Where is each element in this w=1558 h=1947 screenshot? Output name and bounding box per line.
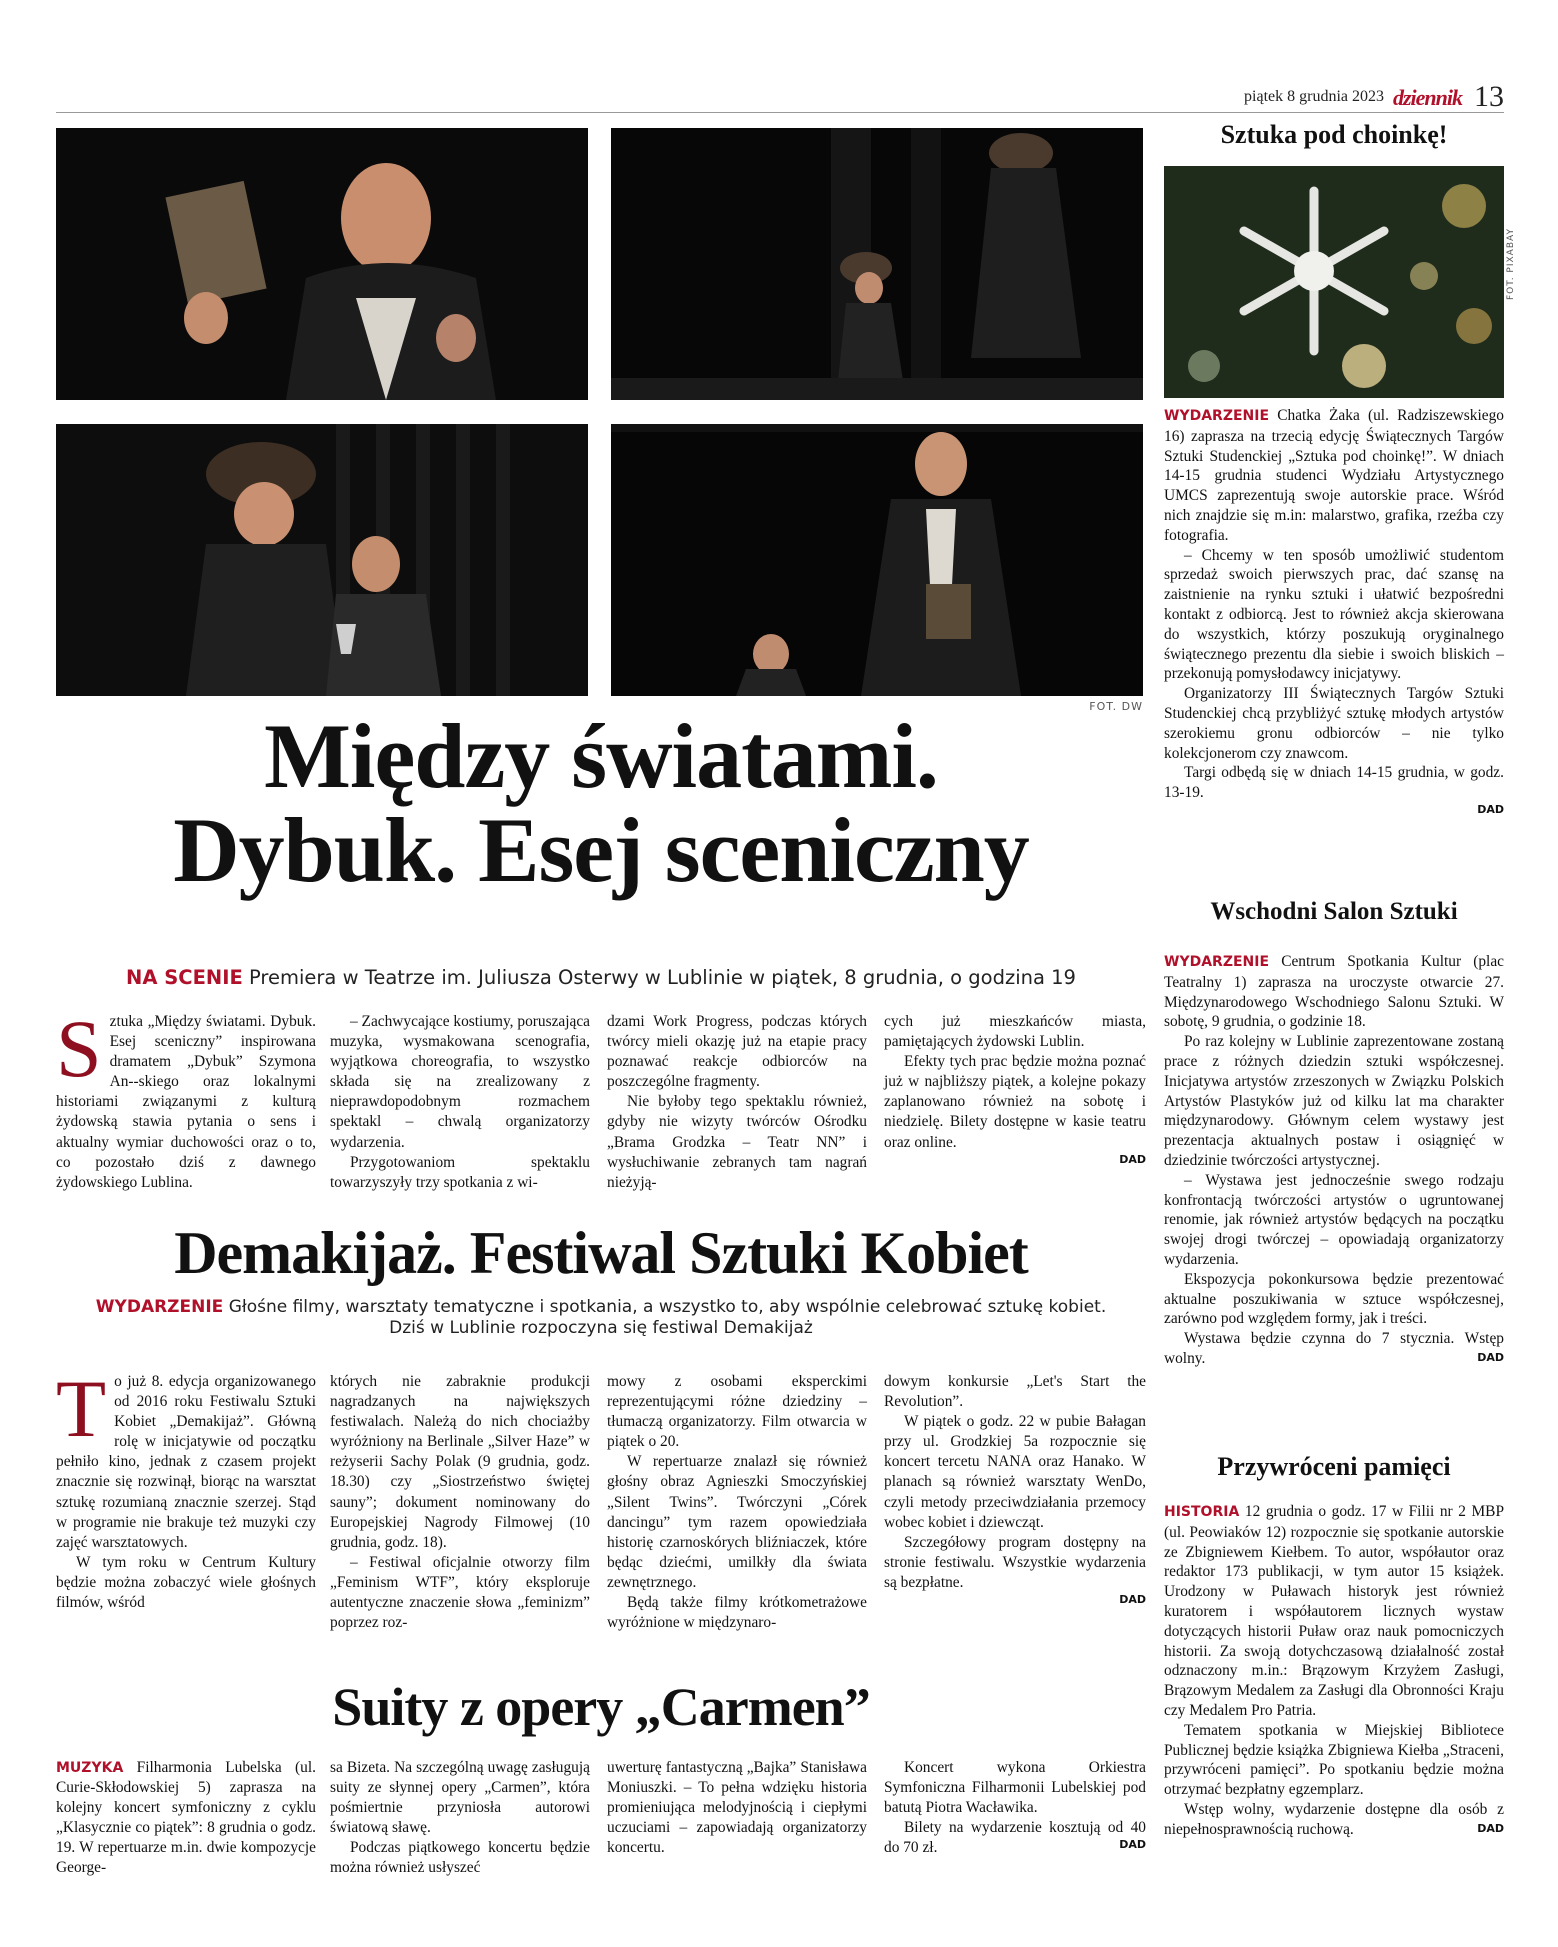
festival-col-2 (330, 1372, 590, 1633)
festival-drop-cap: T (56, 1363, 107, 1454)
festival-deck-line1: Głośne filmy, warsztaty tematyczne i spotkania, a wszystko to, aby wspólnie celebrować sztukę kobiet. (228, 1297, 1107, 1317)
main-col-1 (56, 1003, 316, 1193)
main-col2-para1: – Zachwycające kostiumy, poruszająca muzyka, wysmakowana scenografia, wyjątkowa choreografia, to wszystko składa się na zrealizowany z nieprawdopodobnym rozmachem spektakl – chwalą organizatorzy wydarzenia. (330, 1013, 591, 1151)
festival-col1-para1: o już 8. edycja organizowanego od 2016 roku Festiwalu Sztuki Kobiet „Demakijaż”. Główną rolę w inicjatywie od początku pełniło kino, jednak z czasem projekt znacznie się rozwinął, biorąc na warsztat sztukę rozumianą znacznie szerzej. Stąd w programie nie brakuje też muzyki czy zajęć warsztatowych. (56, 1373, 316, 1551)
main-col-2 (330, 1012, 590, 1193)
sidebar-art3-para2: Tematem spotkania w Miejskiej Bibliotece Publicznej będzie książka Zbigniewa Kiełba „Straceni, przywróceni pamięci”. Po spotkaniu będzie można otrzymać bezpłatny egzemplarz. (1164, 1721, 1504, 1799)
carmen-signature: DAD (1119, 1838, 1146, 1852)
carmen-kicker: MUZYKA (56, 1760, 124, 1776)
sidebar-art1-para4: Targi odbędą się w dniach 14-15 grudnia, w godz. 13-19. (1164, 764, 1504, 802)
main-deck (56, 966, 1146, 989)
main-col-4 (884, 1012, 1146, 1166)
sidebar-art1-kicker: WYDARZENIE (1164, 408, 1270, 424)
carmen-col3-para: uwerturę fantastyczną „Bajka” Stanisława Moniuszki. – To pełna wdzięku historia promieniująca melodyjnością i ciepłymi uczuciami – zapowiadają organizatorzy koncertu. (607, 1759, 867, 1857)
sidebar-art2-headline: Wschodni Salon Sztuki (1210, 898, 1458, 925)
festival-col2-para1: których nie zabraknie produkcji nagradzanych na największych festiwalach. Należą do nich chociażby wyróżniony na Berlinale „Silver Haze” w reżyserii Sachy Polak (9 grudnia, godz. 18.30) czy „Siostrzeństwo świętej sauny”; dokument nominowany do Europejskiej Nagrody Filmowej (10 grudnia, godz. 18). (330, 1373, 590, 1551)
sidebar-art1-para3: Organizatorzy III Świątecznych Targów Sztuki Studenckiej chcą przybliżyć sztukę młodych artystów szerokiemu gronu odbiorców – nie tylko kolekcjonerom czy znawcom. (1164, 685, 1504, 762)
carmen-col-1 (56, 1758, 316, 1879)
festival-deck-line2: Dziś w Lublinie rozpoczyna się festiwal Demakijaż (389, 1318, 813, 1338)
main-drop-cap: S (56, 1003, 102, 1094)
festival-headline: Demakijaż. Festiwal Sztuki Kobiet (174, 1220, 1028, 1286)
festival-col-1 (56, 1363, 316, 1613)
carmen-col1-para (56, 1758, 316, 1879)
carmen-col4-para1: Koncert wykona Orkiestra Symfoniczna Filharmonii Lubelskiej pod batutą Piotra Wacławika. (884, 1759, 1146, 1817)
main-col3-para1: dzami Work Progress, podczas których twórcy mieli okazję już na etapie pracy poznawać reakcje odbiorców na poszczególne fragmenty. (607, 1013, 867, 1091)
issue-date: piątek 8 grudnia 2023 (1244, 88, 1384, 105)
sidebar-art2-para2: Po raz kolejny w Lublinie zaprezentowane zostaną prace z różnych dziedzin sztuki współczesnej. Inicjatywa artystów zrzeszonych w Związku Polskich Artystów Plastyków już od kilku lat ma charakter międzynarodowy. Głównym celem wystawy jest prezentacja aktualnych postaw i osiągnięć w dziedzinie twórczości artystycznej. (1164, 1033, 1504, 1169)
sidebar-art3-para1 (1164, 1502, 1504, 1721)
sidebar-art3-headline: Przywróceni pamięci (1217, 1452, 1451, 1481)
main-headline-line2: Dybuk. Esej sceniczny (173, 799, 1029, 901)
carmen-col-3 (607, 1758, 867, 1858)
sidebar-art2-para3: – Wystawa jest jednocześnie swego rodzaju konfrontacją twórczości artystów o ugruntowanej renomie, jak również artystów będących na początku swojej drogi twórczej – opowiadają organizatorzy wydarzenia. (1164, 1171, 1504, 1268)
sidebar-art1-signature: DAD (1477, 802, 1504, 816)
photo-credit-pixabay: FOT. PIXABAY (1506, 228, 1516, 300)
snowflake-photo (1164, 166, 1504, 398)
page-number: 13 (1474, 80, 1504, 113)
sidebar-art1-text1: Chatka Żaka (ul. Radziszewskiego 16) zaprasza na trzecią edycję Świątecznych Targów Sztuki Studenckiej „Sztuka pod choinkę!”. W dniach 14-15 grudnia studenci Wydziału Artystycznego UMCS zaprezentują swoje autorskie prace. Wśród nich znajdzie się m.in: malarstwo, grafika, rzeźba czy fotografia. (1164, 407, 1504, 544)
festival-col3-para3: Będą także filmy krótkometrażowe wyróżnione w międzynaro- (607, 1594, 867, 1632)
festival-col-3 (607, 1372, 867, 1633)
sidebar-art2-para4: Ekspozycja pokonkursowa będzie prezentować aktualne poszukiwania w sztuce współczesnej, zarówno pod względem formy, jak i treści. (1164, 1270, 1504, 1328)
newspaper-logo: dziennik (1392, 85, 1462, 110)
sidebar-art1-para2: – Chcemy w ten sposób umożliwić studentom sprzedaż swoich pierwszych prac, dać szansę na zaistnienie na rynku sztuki i ułatwić bezpośredni kontakt z odbiorcą. Jest to również akcja skierowana do wszystkich, którzy poszukują oryginalnego świątecznego prezentu dla siebie i swoich bliskich – przekonują pomysłodawcy inicjatywy. (1164, 546, 1504, 683)
festival-signature: DAD (1119, 1593, 1146, 1607)
carmen-headline: Suity z opery „Carmen” (332, 1677, 870, 1737)
sidebar-art3-body (1164, 1502, 1505, 1838)
main-col4-para2: Efekty tych prac będzie można poznać już w najbliższy piątek, a kolejne pokazy zaplanowano również na sobotę i niedzielę. Bilety dostępne w kasie teatru oraz online. (884, 1053, 1146, 1151)
stage-photo-4 (611, 424, 1143, 696)
festival-col4-para2: W piątek o godz. 22 w pubie Bałagan przy ul. Grodzkiej 5a rozpocznie się koncert tercetu NANA oraz Hanako. W planach są również warsztaty WenDo, czyli metody przeciwdziałania przemocy wobec kobiet i dziewcząt. (884, 1413, 1146, 1531)
festival-deck (56, 1297, 1146, 1339)
sidebar-art1-body (1164, 406, 1504, 816)
festival-col2-para2: – Festiwal oficjalnie otworzy film „Feminism WTF”, który eksploruje autentyczne znaczenie słowa „feminizm” poprzez roz- (330, 1553, 590, 1632)
main-col-3 (607, 1012, 867, 1193)
sidebar-art2-text1: Centrum Spotkania Kultur (plac Teatralny 1) zaprasza na uroczyste otwarcie 27. Międzynarodowego Wschodniego Salonu Sztuki. W sobotę, 9 grudnia, o godzinie 18. (1164, 953, 1504, 1031)
festival-col1-para2: W tym roku w Centrum Kultury będzie można zobaczyć wiele głośnych filmów, wśród (56, 1553, 316, 1612)
sidebar-art1-para1 (1164, 406, 1504, 546)
main-signature: DAD (1119, 1152, 1146, 1166)
festival-col4-para3: Szczegółowy program dostępny na stronie festiwalu. Wszystkie wydarzenia są bezpłatne. (884, 1533, 1146, 1591)
sidebar-art2-signature: DAD (1477, 1350, 1504, 1364)
stage-photo-2 (611, 128, 1143, 400)
sidebar-art2-kicker: WYDARZENIE (1164, 954, 1270, 970)
carmen-col2-para2: Podczas piątkowego koncertu będzie można również usłyszeć (330, 1839, 590, 1877)
festival-col3-para2: W repertuarze znalazł się również głośny obraz Agnieszki Smoczyńskiej „Silent Twins”. Twórczyni „Córek dancingu” tym razem opowiedziała historię czarnoskórych bliźniaczek, które będąc dziećmi, umilkły dla świata zewnętrznego. (607, 1453, 867, 1591)
festival-col-4 (884, 1372, 1146, 1606)
sidebar-art1-headline: Sztuka pod choinkę! (1220, 120, 1448, 149)
main-kicker: NA SCENIE (126, 966, 243, 989)
carmen-col-4 (884, 1758, 1146, 1857)
main-headline-line1: Między światami. (264, 705, 938, 807)
festival-col3-para1: mowy z osobami eksperckimi reprezentującymi różne dziedziny – tłumaczą organizatorzy. Film otwarcia w piątek o 20. (607, 1373, 867, 1451)
festival-col4-para1: dowym konkursie „Let's Start the Revolution”. (884, 1373, 1146, 1411)
sidebar-art3-para3: Wstęp wolny, wydarzenie dostępne dla osób z niepełnosprawnością ruchową. (1164, 1800, 1504, 1838)
festival-kicker: WYDARZENIE (95, 1297, 224, 1317)
main-col4-para1: cych już mieszkańców miasta, pamiętających żydowski Lublin. (884, 1013, 1146, 1051)
stage-photo-3 (56, 424, 588, 696)
carmen-col-2 (330, 1758, 590, 1879)
sidebar-art3-text1: 12 grudnia o godz. 17 w Filii nr 2 MBP (ul. Peowiaków 12) rozpocznie się spotkanie autorskie ze Zbigniewem Kiełbem. To autor, współautor oraz redaktor 173 publikacji, w tym autor 15 książek. Urodzony w Puławach historyk jest również kuratorem i współautorem licznych wystaw dotyczących historii Puław oraz nauk pomocniczych historii. Za swoją dotychczasową działalność został odznaczony m.in.: Brązowym Krzyżem Zasługi, Brązowym Medalem za Zasługi dla Obronności Kraju czy Medalem Pro Patria. (1164, 1503, 1505, 1719)
sidebar-art3-signature: DAD (1477, 1821, 1504, 1835)
main-deck-text: Premiera w Teatrze im. Juliusza Osterwy w Lublinie w piątek, 8 grudnia, o godzina 19 (249, 966, 1076, 989)
page-header (56, 80, 1504, 113)
main-col2-para2: Przygotowaniom spektaklu towarzyszyły trzy spotkania z wi- (330, 1153, 590, 1191)
carmen-col1-text: Filharmonia Lubelska (ul. Curie-Skłodowskiej 5) zaprasza na kolejny koncert symfoniczny z cyklu „Klasycznie co piątek”: 8 grudnia o godz. 19. W repertuarze m.in. dwie kompozycje George- (56, 1759, 316, 1877)
photo-credit: FOT. DW (1089, 700, 1143, 713)
carmen-col2-para1: sa Bizeta. Na szczególną uwagę zasługują suity ze słynnej opery „Carmen”, która pośmiertnie przyniosła autorowi światową sławę. (330, 1759, 590, 1837)
stage-photo-1 (56, 128, 588, 400)
sidebar-art3-kicker: HISTORIA (1164, 1504, 1240, 1520)
sidebar-art2-para1 (1164, 952, 1504, 1032)
main-col1-para: ztuka „Między światami. Dybuk. Esej sceniczny” inspirowana dramatem „Dybuk” Szymona An--skiego oraz lokalnymi historiami związanymi z kulturą żydowską stawia pytania o sens i aktualny wymiar duchowości oraz o to, co pozostało dziś z dawnego żydowskiego Lublina. (56, 1013, 316, 1191)
main-col3-para2: Nie byłoby tego spektaklu również, gdyby nie wizyty twórców Ośrodku „Brama Grodzka – Teatr NN” i wysłuchiwanie zebranych tam nagrań nieżyją- (607, 1093, 867, 1191)
sidebar-art2-para5: Wystawa będzie czynna do 7 stycznia. Wstęp wolny. (1164, 1330, 1504, 1367)
carmen-col4-para2: Bilety na wydarzenie kosztują od 40 do 70 zł. (884, 1819, 1146, 1857)
sidebar-art2-body (1164, 952, 1504, 1367)
